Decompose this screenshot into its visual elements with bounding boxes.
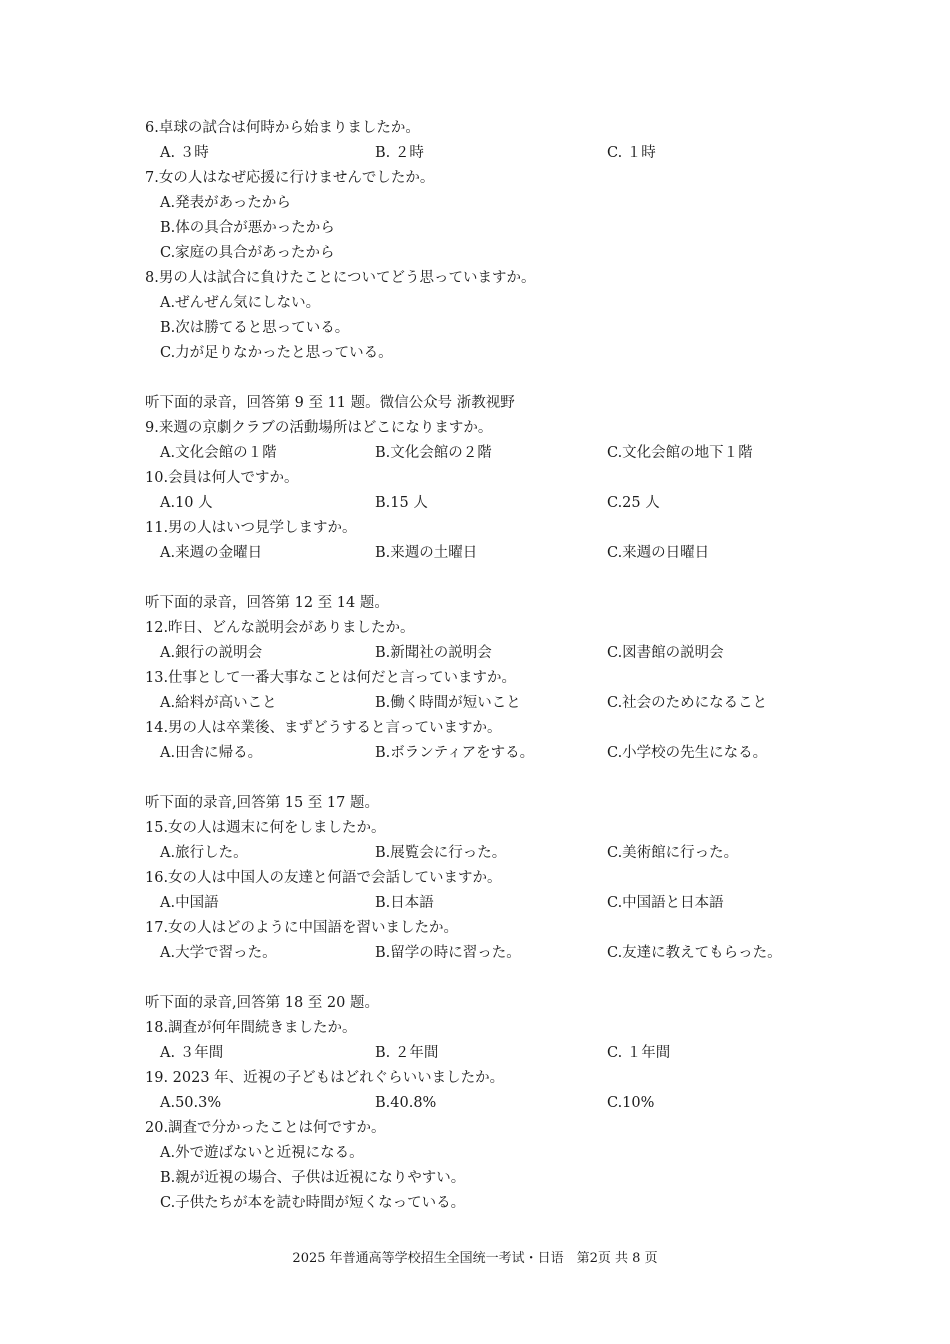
option-b[interactable]: B.体の具合が悪かったから	[160, 220, 335, 236]
question-13-stem: 13.仕事として一番大事なことは何だと言っていますか。	[145, 670, 517, 686]
option-c[interactable]: C.図書館の説明会	[607, 645, 724, 661]
question-11-options	[145, 541, 835, 566]
option-a[interactable]: A.給料が高いこと	[160, 695, 277, 711]
option-a[interactable]: A.中国語	[160, 895, 219, 911]
option-a[interactable]: A.文化会館の１階	[160, 445, 277, 461]
question-6-options	[145, 141, 835, 166]
question-6-stem: 6.卓球の試合は何時から始まりましたか。	[145, 120, 420, 136]
question-15-options	[145, 841, 835, 866]
option-a[interactable]: A.大学で習った。	[160, 945, 277, 961]
section-heading: 听下面的录音，回答第 9 至 11 题。微信公众号 浙教视野	[145, 395, 515, 411]
option-a[interactable]: A.来週の金曜日	[160, 545, 263, 561]
exam-page	[145, 116, 835, 1216]
option-b[interactable]: B.40.8%	[375, 1095, 437, 1111]
option-b[interactable]: B.来週の土曜日	[375, 545, 478, 561]
question-7-stem: 7.女の人はなぜ応援に行けませんでしたか。	[145, 170, 435, 186]
question-9-stem: 9.来週の京劇クラブの活動場所はどこになりますか。	[145, 420, 493, 436]
question-14-stem: 14.男の人は卒業後、まずどうすると言っていますか。	[145, 720, 502, 736]
option-a[interactable]: A.ぜんぜん気にしない。	[160, 295, 321, 311]
section-heading: 听下面的录音，回答第 12 至 14 题。	[145, 595, 389, 611]
question-18-options	[145, 1041, 835, 1066]
option-b[interactable]: B.親が近視の場合、子供は近視になりやすい。	[160, 1170, 466, 1186]
section-heading: 听下面的录音,回答第 15 至 17 题。	[145, 795, 379, 811]
question-9-options	[145, 441, 835, 466]
option-a[interactable]: A.田舎に帰る。	[160, 745, 263, 761]
section-gap	[145, 366, 835, 391]
section-heading: 听下面的录音,回答第 18 至 20 题。	[145, 995, 379, 1011]
section-gap	[145, 766, 835, 791]
question-10-options	[145, 491, 835, 516]
option-b[interactable]: B. ２時	[375, 145, 424, 161]
option-c[interactable]: C.来週の日曜日	[607, 545, 710, 561]
question-10-stem: 10.会員は何人ですか。	[145, 470, 299, 486]
section-gap	[145, 966, 835, 991]
question-17-stem: 17.女の人はどのように中国語を習いましたか。	[145, 920, 459, 936]
question-20-stem: 20.調査で分かったことは何ですか。	[145, 1120, 386, 1136]
section-2	[145, 391, 835, 566]
option-a[interactable]: A.50.3%	[160, 1095, 222, 1111]
option-c[interactable]: C.社会のためになること	[607, 695, 768, 711]
option-b[interactable]: B.働く時間が短いこと	[375, 695, 521, 711]
question-12-stem: 12.昨日、どんな説明会がありましたか。	[145, 620, 415, 636]
option-c[interactable]: C.美術館に行った。	[607, 845, 739, 861]
question-16-options	[145, 891, 835, 916]
option-c[interactable]: C. １時	[607, 145, 656, 161]
question-16-stem: 16.女の人は中国人の友達と何語で会話していますか。	[145, 870, 502, 886]
option-c[interactable]: C.10%	[607, 1095, 655, 1111]
page-footer: 2025 年普通高等学校招生全国统一考试・日语 第2页 共 8 页	[292, 1251, 658, 1266]
question-12-options	[145, 641, 835, 666]
option-b[interactable]: B.文化会館の２階	[375, 445, 492, 461]
question-15-stem: 15.女の人は週末に何をしましたか。	[145, 820, 386, 836]
option-b[interactable]: B.日本語	[375, 895, 434, 911]
section-1	[145, 116, 835, 366]
option-a[interactable]: A.10 人	[160, 495, 213, 511]
option-a[interactable]: A.発表があったから	[160, 195, 291, 211]
option-b[interactable]: B.展覧会に行った。	[375, 845, 507, 861]
section-gap	[145, 566, 835, 591]
option-a[interactable]: A. ３年間	[160, 1045, 224, 1061]
option-c[interactable]: C.家庭の具合があったから	[160, 245, 335, 261]
question-11-stem: 11.男の人はいつ見学しますか。	[145, 520, 357, 536]
option-c[interactable]: C.25 人	[607, 495, 660, 511]
question-18-stem: 18.調査が何年間続きましたか。	[145, 1020, 357, 1036]
question-17-options	[145, 941, 835, 966]
option-c[interactable]: C.子供たちが本を読む時間が短くなっている。	[160, 1195, 466, 1211]
section-5	[145, 991, 835, 1216]
option-a[interactable]: A.外で遊ばないと近視になる。	[160, 1145, 364, 1161]
section-3	[145, 591, 835, 766]
question-13-options	[145, 691, 835, 716]
option-c[interactable]: C.力が足りなかったと思っている。	[160, 345, 393, 361]
option-c[interactable]: C.小学校の先生になる。	[607, 745, 768, 761]
option-b[interactable]: B.新聞社の説明会	[375, 645, 492, 661]
option-c[interactable]: C. １年間	[607, 1045, 671, 1061]
option-b[interactable]: B. ２年間	[375, 1045, 439, 1061]
question-8-stem: 8.男の人は試合に負けたことについてどう思っていますか。	[145, 270, 536, 286]
option-c[interactable]: C.文化会館の地下１階	[607, 445, 753, 461]
option-b[interactable]: B.ボランティアをする。	[375, 745, 535, 761]
section-4	[145, 791, 835, 966]
question-14-options	[145, 741, 835, 766]
option-c[interactable]: C.友達に教えてもらった。	[607, 945, 782, 961]
question-19-options	[145, 1091, 835, 1116]
option-a[interactable]: A.銀行の説明会	[160, 645, 263, 661]
question-19-stem: 19. 2023 年、近視の子どもはどれぐらいいましたか。	[145, 1070, 505, 1086]
option-b[interactable]: B.留学の時に習った。	[375, 945, 521, 961]
option-a[interactable]: A.旅行した。	[160, 845, 248, 861]
option-b[interactable]: B.次は勝てると思っている。	[160, 320, 350, 336]
option-b[interactable]: B.15 人	[375, 495, 428, 511]
option-a[interactable]: A. ３時	[160, 145, 209, 161]
option-c[interactable]: C.中国語と日本語	[607, 895, 724, 911]
